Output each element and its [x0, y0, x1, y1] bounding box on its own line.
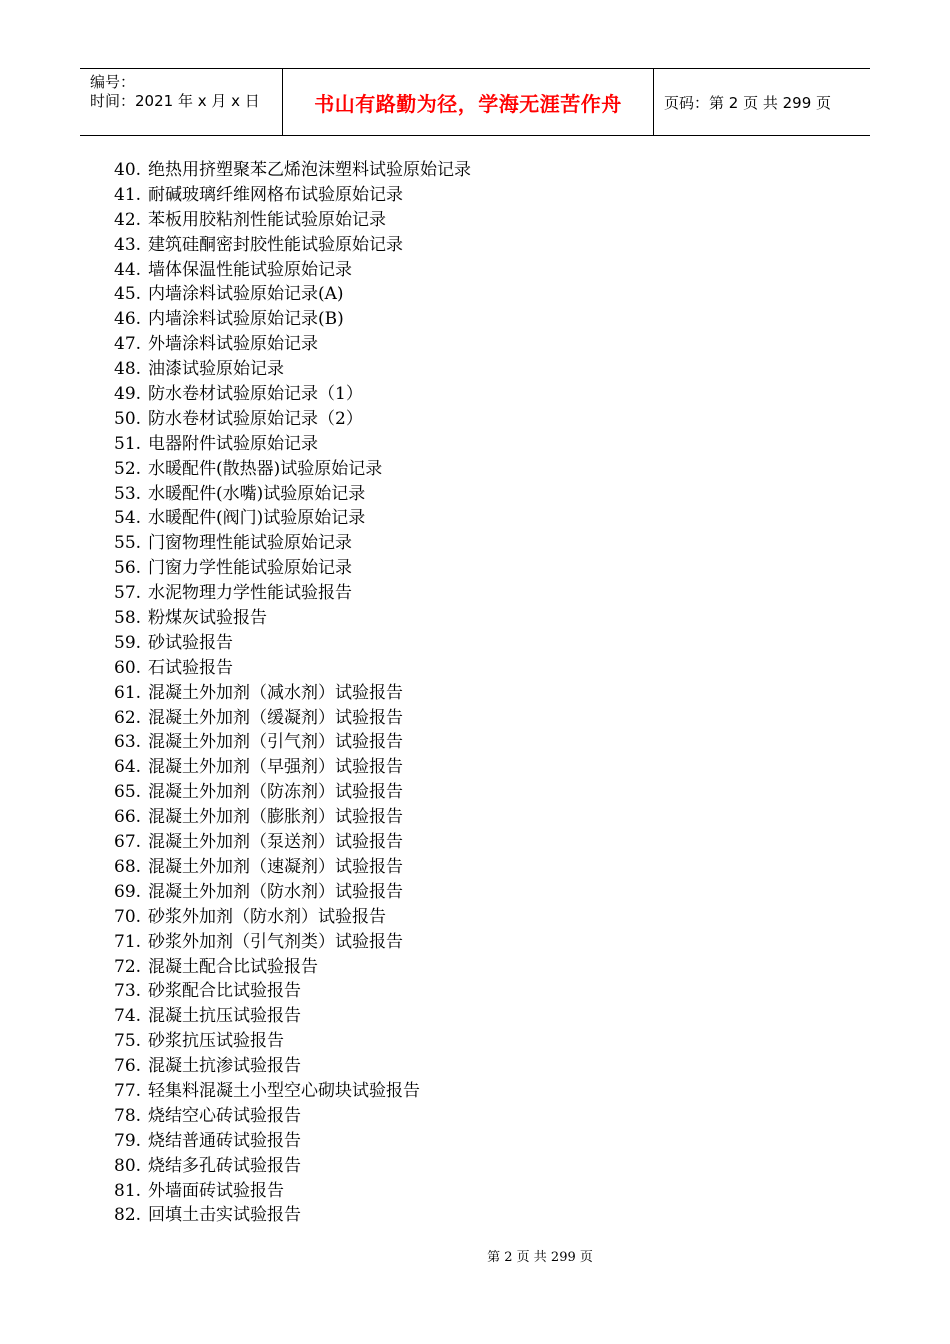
- list-item: [114, 706, 471, 731]
- list-item-title: 外墙涂料试验原始记录: [148, 334, 318, 355]
- list-item: [114, 282, 471, 307]
- list-item-title: 烧结普通砖试验报告: [148, 1130, 301, 1151]
- list-item: [114, 606, 471, 631]
- list-item-number: 82.: [114, 1205, 142, 1226]
- list-item-title: 防水卷材试验原始记录（1）: [148, 384, 363, 405]
- list-item-number: 73.: [114, 981, 142, 1002]
- list-item-number: 70.: [114, 906, 142, 927]
- list-item-number: 59.: [114, 632, 142, 653]
- list-item-number: 55.: [114, 533, 142, 554]
- list-item: [114, 1104, 471, 1129]
- list-item-title: 回填土击实试验报告: [148, 1205, 301, 1226]
- list-item-number: 47.: [114, 334, 142, 355]
- list-item-number: 52.: [114, 458, 142, 479]
- list-item-title: 内墙涂料试验原始记录(A): [148, 284, 344, 305]
- list-item-title: 烧结空心砖试验报告: [148, 1105, 301, 1126]
- list-item-title: 水泥物理力学性能试验报告: [148, 583, 352, 604]
- list-item: [114, 307, 471, 332]
- list-item-number: 58.: [114, 608, 142, 629]
- list-item: [114, 382, 471, 407]
- list-item-title: 混凝土外加剂（防冻剂）试验报告: [148, 782, 403, 803]
- list-item-number: 44.: [114, 259, 142, 280]
- list-item-number: 71.: [114, 931, 142, 952]
- list-item-title: 砂浆外加剂（防水剂）试验报告: [148, 906, 386, 927]
- header-meta: [80, 69, 282, 135]
- list-item-number: 76.: [114, 1056, 142, 1077]
- list-item-title: 耐碱玻璃纤维网格布试验原始记录: [148, 184, 403, 205]
- list-item-title: 水暖配件(阀门)试验原始记录: [148, 508, 366, 529]
- list-item-number: 45.: [114, 284, 142, 305]
- list-item: [114, 506, 471, 531]
- list-item-number: 46.: [114, 309, 142, 330]
- list-item-number: 77.: [114, 1080, 142, 1101]
- list-item: [114, 432, 471, 457]
- list-item: [114, 1179, 471, 1204]
- list-item-number: 81.: [114, 1180, 142, 1201]
- list-item-number: 63.: [114, 732, 142, 753]
- list-item-number: 64.: [114, 757, 142, 778]
- header-page-info: 页码：第 2 页 共 299 页: [664, 93, 832, 112]
- list-item: [114, 258, 471, 283]
- list-item: [114, 482, 471, 507]
- list-item-title: 苯板用胶粘剂性能试验原始记录: [148, 209, 386, 230]
- list-item-number: 50.: [114, 408, 142, 429]
- list-item: [114, 457, 471, 482]
- list-item-title: 混凝土外加剂（膨胀剂）试验报告: [148, 807, 403, 828]
- list-item-title: 绝热用挤塑聚苯乙烯泡沫塑料试验原始记录: [148, 160, 471, 180]
- list-item: [114, 1154, 471, 1179]
- list-item-number: 65.: [114, 782, 142, 803]
- list-item-number: 68.: [114, 856, 142, 877]
- list-item-title: 建筑硅酮密封胶性能试验原始记录: [148, 234, 403, 255]
- list-item-title: 混凝土外加剂（泵送剂）试验报告: [148, 832, 403, 853]
- document-id-label: 编号：: [90, 73, 136, 91]
- list-item-number: 57.: [114, 583, 142, 604]
- list-item-number: 60.: [114, 657, 142, 678]
- list-item-number: 67.: [114, 832, 142, 853]
- list-item-title: 墙体保温性能试验原始记录: [148, 259, 352, 280]
- list-item-title: 油漆试验原始记录: [148, 359, 284, 380]
- list-item-number: 43.: [114, 234, 142, 255]
- list-item-number: 79.: [114, 1130, 142, 1151]
- list-item: [114, 1029, 471, 1054]
- list-item-title: 门窗力学性能试验原始记录: [148, 558, 352, 579]
- list-item-title: 砂浆抗压试验报告: [148, 1031, 284, 1052]
- list-item-number: 62.: [114, 707, 142, 728]
- list-item: [114, 1129, 471, 1154]
- list-item-title: 混凝土外加剂（减水剂）试验报告: [148, 682, 403, 703]
- list-item-number: 69.: [114, 881, 142, 902]
- list-item: [114, 233, 471, 258]
- list-item: [114, 357, 471, 382]
- list-item: [114, 183, 471, 208]
- list-item: [114, 158, 471, 183]
- list-item: [114, 556, 471, 581]
- list-item: [114, 730, 471, 755]
- list-item: [114, 805, 471, 830]
- list-item-title: 混凝土外加剂（速凝剂）试验报告: [148, 856, 403, 877]
- list-item: [114, 656, 471, 681]
- list-item-title: 混凝土外加剂（缓凝剂）试验报告: [148, 707, 403, 728]
- list-item: [114, 755, 471, 780]
- list-item-number: 53.: [114, 483, 142, 504]
- header-motto: 书山有路勤为径，学海无涯苦作舟: [282, 69, 654, 135]
- list-item-number: 78.: [114, 1105, 142, 1126]
- list-item-number: 61.: [114, 682, 142, 703]
- list-item: [114, 1079, 471, 1104]
- list-item: [114, 407, 471, 432]
- list-item-title: 水暖配件(散热器)试验原始记录: [148, 458, 383, 479]
- list-item: [114, 332, 471, 357]
- list-item-title: 砂试验报告: [148, 632, 233, 653]
- list-item-title: 混凝土外加剂（防水剂）试验报告: [148, 881, 403, 902]
- list-item: [114, 531, 471, 556]
- list-item: [114, 979, 471, 1004]
- list-item-title: 混凝土抗渗试验报告: [148, 1056, 301, 1077]
- list-item-number: 51.: [114, 433, 142, 454]
- list-item-number: 80.: [114, 1155, 142, 1176]
- list-item-title: 混凝土外加剂（引气剂）试验报告: [148, 732, 403, 753]
- list-item-number: 66.: [114, 807, 142, 828]
- list-item: [114, 681, 471, 706]
- list-item-title: 防水卷材试验原始记录（2）: [148, 408, 363, 429]
- list-item: [114, 1004, 471, 1029]
- list-item-number: 40.: [114, 160, 142, 180]
- list-item-title: 混凝土抗压试验报告: [148, 1006, 301, 1027]
- page-footer: 第 2 页 共 299 页: [487, 1250, 593, 1265]
- list-item-title: 电器附件试验原始记录: [148, 433, 318, 454]
- list-item-number: 48.: [114, 359, 142, 380]
- list-item: [114, 855, 471, 880]
- list-item-title: 砂浆外加剂（引气剂类）试验报告: [148, 931, 403, 952]
- list-item-number: 56.: [114, 558, 142, 579]
- list-item-number: 74.: [114, 1006, 142, 1027]
- list-item-number: 41.: [114, 184, 142, 205]
- document-date: 时间：2021 年 x 月 x 日: [90, 92, 260, 110]
- list-item-title: 烧结多孔砖试验报告: [148, 1155, 301, 1176]
- list-item: [114, 1203, 471, 1228]
- list-item-title: 混凝土配合比试验报告: [148, 956, 318, 977]
- list-item-title: 内墙涂料试验原始记录(B): [148, 309, 344, 330]
- document-list: [114, 158, 471, 1228]
- list-item-number: 72.: [114, 956, 142, 977]
- list-item: [114, 830, 471, 855]
- list-item-number: 49.: [114, 384, 142, 405]
- list-item-number: 42.: [114, 209, 142, 230]
- list-item-number: 75.: [114, 1031, 142, 1052]
- list-item-number: 54.: [114, 508, 142, 529]
- list-item: [114, 905, 471, 930]
- list-item-title: 石试验报告: [148, 657, 233, 678]
- list-item-title: 门窗物理性能试验原始记录: [148, 533, 352, 554]
- list-item: [114, 780, 471, 805]
- list-item: [114, 1054, 471, 1079]
- list-item: [114, 880, 471, 905]
- list-item-title: 外墙面砖试验报告: [148, 1180, 284, 1201]
- page-header: [80, 68, 870, 136]
- list-item-title: 粉煤灰试验报告: [148, 608, 267, 629]
- list-item-title: 水暖配件(水嘴)试验原始记录: [148, 483, 366, 504]
- list-item: [114, 631, 471, 656]
- list-item: [114, 581, 471, 606]
- list-item-title: 混凝土外加剂（早强剂）试验报告: [148, 757, 403, 778]
- list-item: [114, 930, 471, 955]
- list-item-title: 轻集料混凝土小型空心砌块试验报告: [148, 1080, 420, 1101]
- list-item-title: 砂浆配合比试验报告: [148, 981, 301, 1002]
- list-item: [114, 208, 471, 233]
- list-item: [114, 955, 471, 980]
